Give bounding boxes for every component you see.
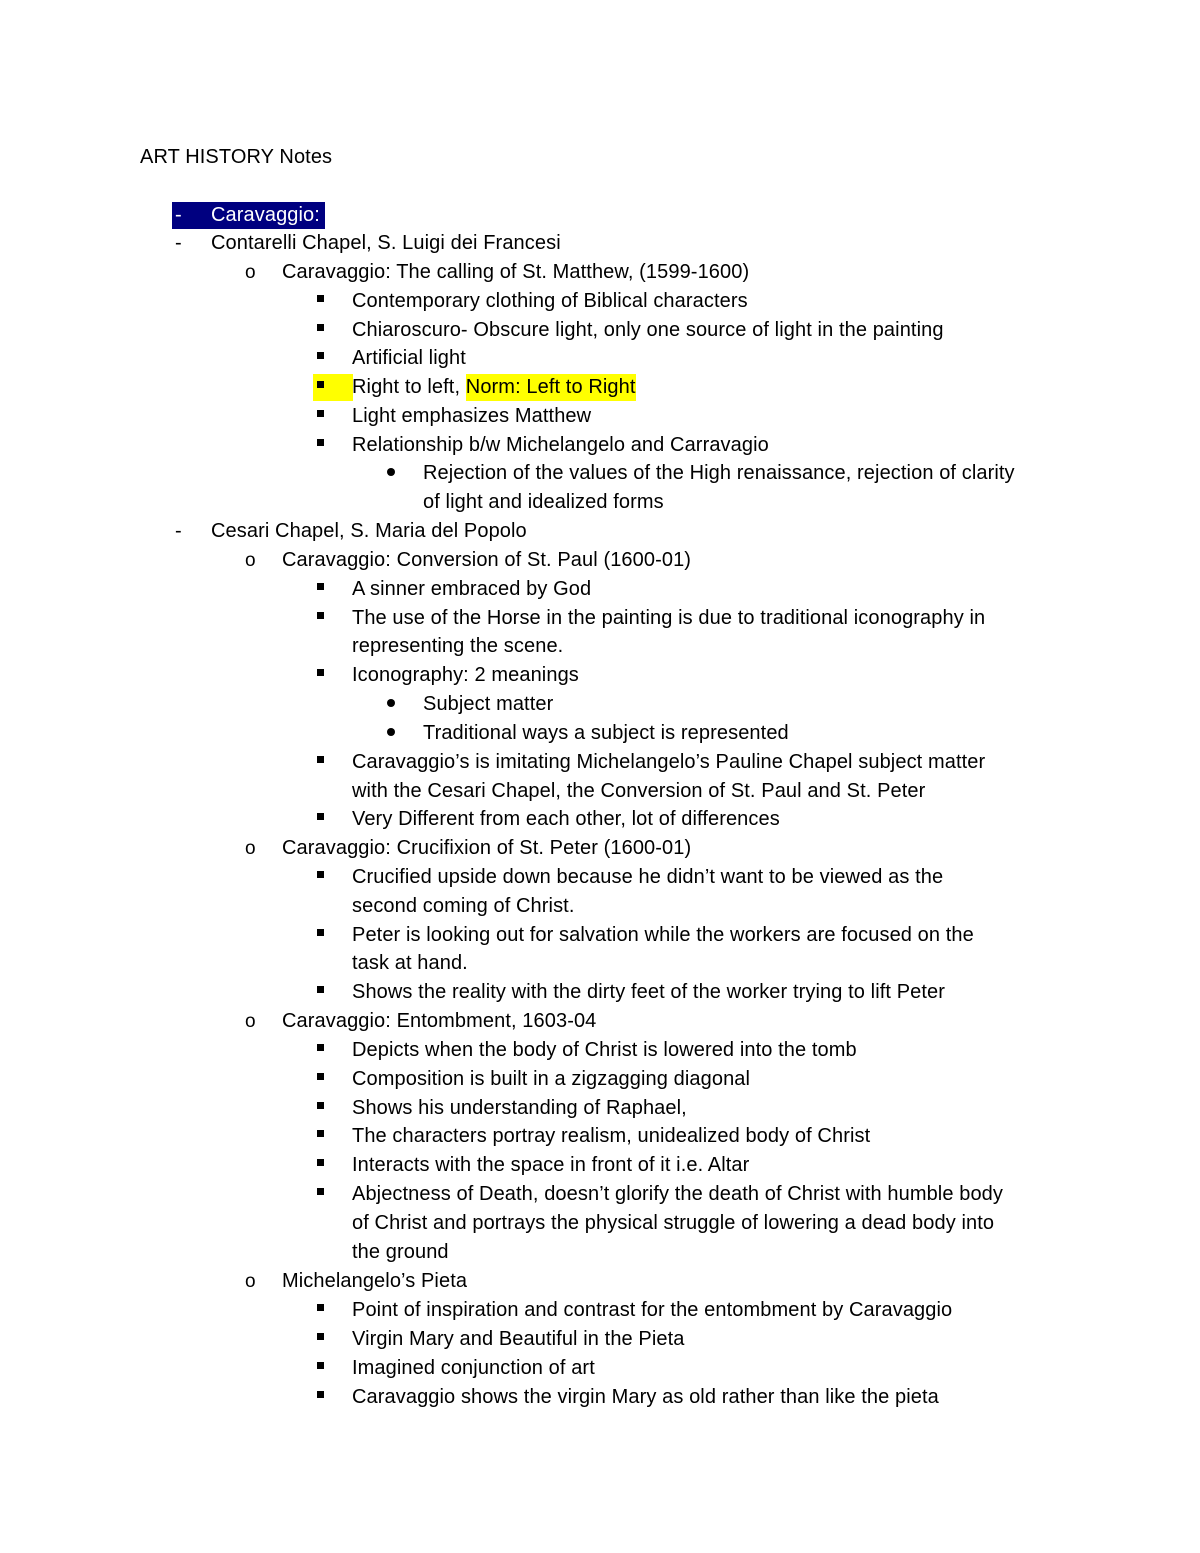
list-item-text: Contemporary clothing of Biblical characters bbox=[352, 290, 748, 312]
list-item-text: The characters portray realism, unidealized body of Christ bbox=[352, 1125, 871, 1147]
square-bullet-icon bbox=[317, 921, 324, 948]
square-bullet-icon bbox=[317, 316, 324, 343]
square-bullet-icon bbox=[317, 748, 324, 775]
dash-marker: - bbox=[175, 232, 182, 254]
list-item-text: Light emphasizes Matthew bbox=[352, 405, 592, 427]
list-item-text: Shows his understanding of Raphael, bbox=[352, 1097, 687, 1119]
list-item-text: Abjectness of Death, doesn’t glorify the death of Christ with humble body bbox=[352, 1183, 1003, 1205]
circle-marker: o bbox=[245, 262, 256, 283]
list-item-text: of light and idealized forms bbox=[423, 491, 664, 513]
circle-marker: o bbox=[245, 1011, 256, 1032]
document-title: ART HISTORY Notes bbox=[140, 146, 333, 168]
circle-marker: o bbox=[245, 838, 256, 859]
square-bullet-icon bbox=[317, 1122, 324, 1149]
square-bullet-icon bbox=[317, 978, 324, 1005]
list-item-text: Contarelli Chapel, S. Luigi dei Francesi bbox=[211, 232, 561, 254]
square-bullet-icon bbox=[317, 863, 324, 890]
list-item-text: Virgin Mary and Beautiful in the Pieta bbox=[352, 1328, 685, 1350]
list-item-text: Rejection of the values of the High renaissance, rejection of clarity bbox=[423, 462, 1015, 484]
list-item-text: Interacts with the space in front of it i.e. Altar bbox=[352, 1154, 750, 1176]
plain-text: Right to left, bbox=[352, 376, 466, 398]
list-item-text: A sinner embraced by God bbox=[352, 578, 592, 600]
list-item-text: The use of the Horse in the painting is due to traditional iconography in bbox=[352, 607, 986, 629]
square-bullet-icon bbox=[317, 1094, 324, 1121]
highlighted-text: Norm: Left to Right bbox=[466, 374, 636, 401]
square-bullet-icon bbox=[317, 805, 324, 832]
dash-marker: - bbox=[175, 520, 182, 542]
list-item-text: Cesari Chapel, S. Maria del Popolo bbox=[211, 520, 527, 542]
dash-marker: - bbox=[175, 204, 182, 226]
round-bullet-icon bbox=[387, 719, 395, 748]
list-item-text: Caravaggio’s is imitating Michelangelo’s Pauline Chapel subject matter bbox=[352, 751, 986, 773]
square-bullet-icon bbox=[317, 431, 324, 458]
list-item-text: second coming of Christ. bbox=[352, 895, 575, 917]
list-item-text: Caravaggio: Crucifixion of St. Peter (1600-01) bbox=[282, 837, 692, 859]
list-item-text: Depicts when the body of Christ is lowered into the tomb bbox=[352, 1039, 857, 1061]
list-item-text: Point of inspiration and contrast for the entombment by Caravaggio bbox=[352, 1299, 953, 1321]
square-bullet-icon bbox=[317, 402, 324, 429]
list-item-text: the ground bbox=[352, 1241, 449, 1263]
list-item-text: Crucified upside down because he didn’t want to be viewed as the bbox=[352, 866, 944, 888]
square-bullet-icon bbox=[317, 1354, 324, 1381]
list-item-text: Peter is looking out for salvation while the workers are focused on the bbox=[352, 924, 974, 946]
list-item-text: Caravaggio: Conversion of St. Paul (1600-01) bbox=[282, 549, 692, 571]
square-bullet-icon bbox=[317, 1036, 324, 1063]
list-item-text: Imagined conjunction of art bbox=[352, 1357, 595, 1379]
list-item-text: Caravaggio: bbox=[211, 204, 320, 226]
square-bullet-icon bbox=[317, 661, 324, 688]
square-bullet-icon bbox=[317, 1296, 324, 1323]
square-bullet-icon bbox=[317, 1180, 324, 1207]
list-item-text: task at hand. bbox=[352, 952, 468, 974]
list-item-text: Composition is built in a zigzagging diagonal bbox=[352, 1068, 751, 1090]
circle-marker: o bbox=[245, 1271, 256, 1292]
list-item-text: Michelangelo’s Pieta bbox=[282, 1270, 468, 1292]
square-bullet-icon bbox=[317, 1383, 324, 1410]
list-item-text: representing the scene. bbox=[352, 635, 564, 657]
circle-marker: o bbox=[245, 550, 256, 571]
square-bullet-icon bbox=[317, 373, 324, 400]
list-item-text: Artificial light bbox=[352, 347, 466, 369]
round-bullet-icon bbox=[387, 690, 395, 719]
square-bullet-icon bbox=[317, 1325, 324, 1352]
list-item-text: Iconography: 2 meanings bbox=[352, 664, 579, 686]
list-item-text: with the Cesari Chapel, the Conversion of St. Paul and St. Peter bbox=[352, 780, 926, 802]
square-bullet-icon bbox=[317, 1151, 324, 1178]
square-bullet-icon bbox=[317, 287, 324, 314]
square-bullet-icon bbox=[317, 604, 324, 631]
list-item-text: Traditional ways a subject is represented bbox=[423, 722, 789, 744]
list-item-text: of Christ and portrays the physical struggle of lowering a dead body into bbox=[352, 1212, 995, 1234]
list-item-text: Caravaggio: Entombment, 1603-04 bbox=[282, 1010, 597, 1032]
square-bullet-icon bbox=[317, 575, 324, 602]
list-item-text bbox=[352, 373, 636, 402]
list-item-text: Very Different from each other, lot of differences bbox=[352, 808, 780, 830]
round-bullet-icon bbox=[387, 459, 395, 488]
list-item-text: Chiaroscuro- Obscure light, only one source of light in the painting bbox=[352, 319, 944, 341]
list-item-text: Relationship b/w Michelangelo and Carravagio bbox=[352, 434, 769, 456]
list-item-text: Caravaggio shows the virgin Mary as old rather than like the pieta bbox=[352, 1386, 939, 1408]
list-item-text: Subject matter bbox=[423, 693, 554, 715]
list-item-text: Caravaggio: The calling of St. Matthew, (1599-1600) bbox=[282, 261, 750, 283]
square-bullet-icon bbox=[317, 344, 324, 371]
list-item-text: Shows the reality with the dirty feet of the worker trying to lift Peter bbox=[352, 981, 946, 1003]
square-bullet-icon bbox=[317, 1065, 324, 1092]
